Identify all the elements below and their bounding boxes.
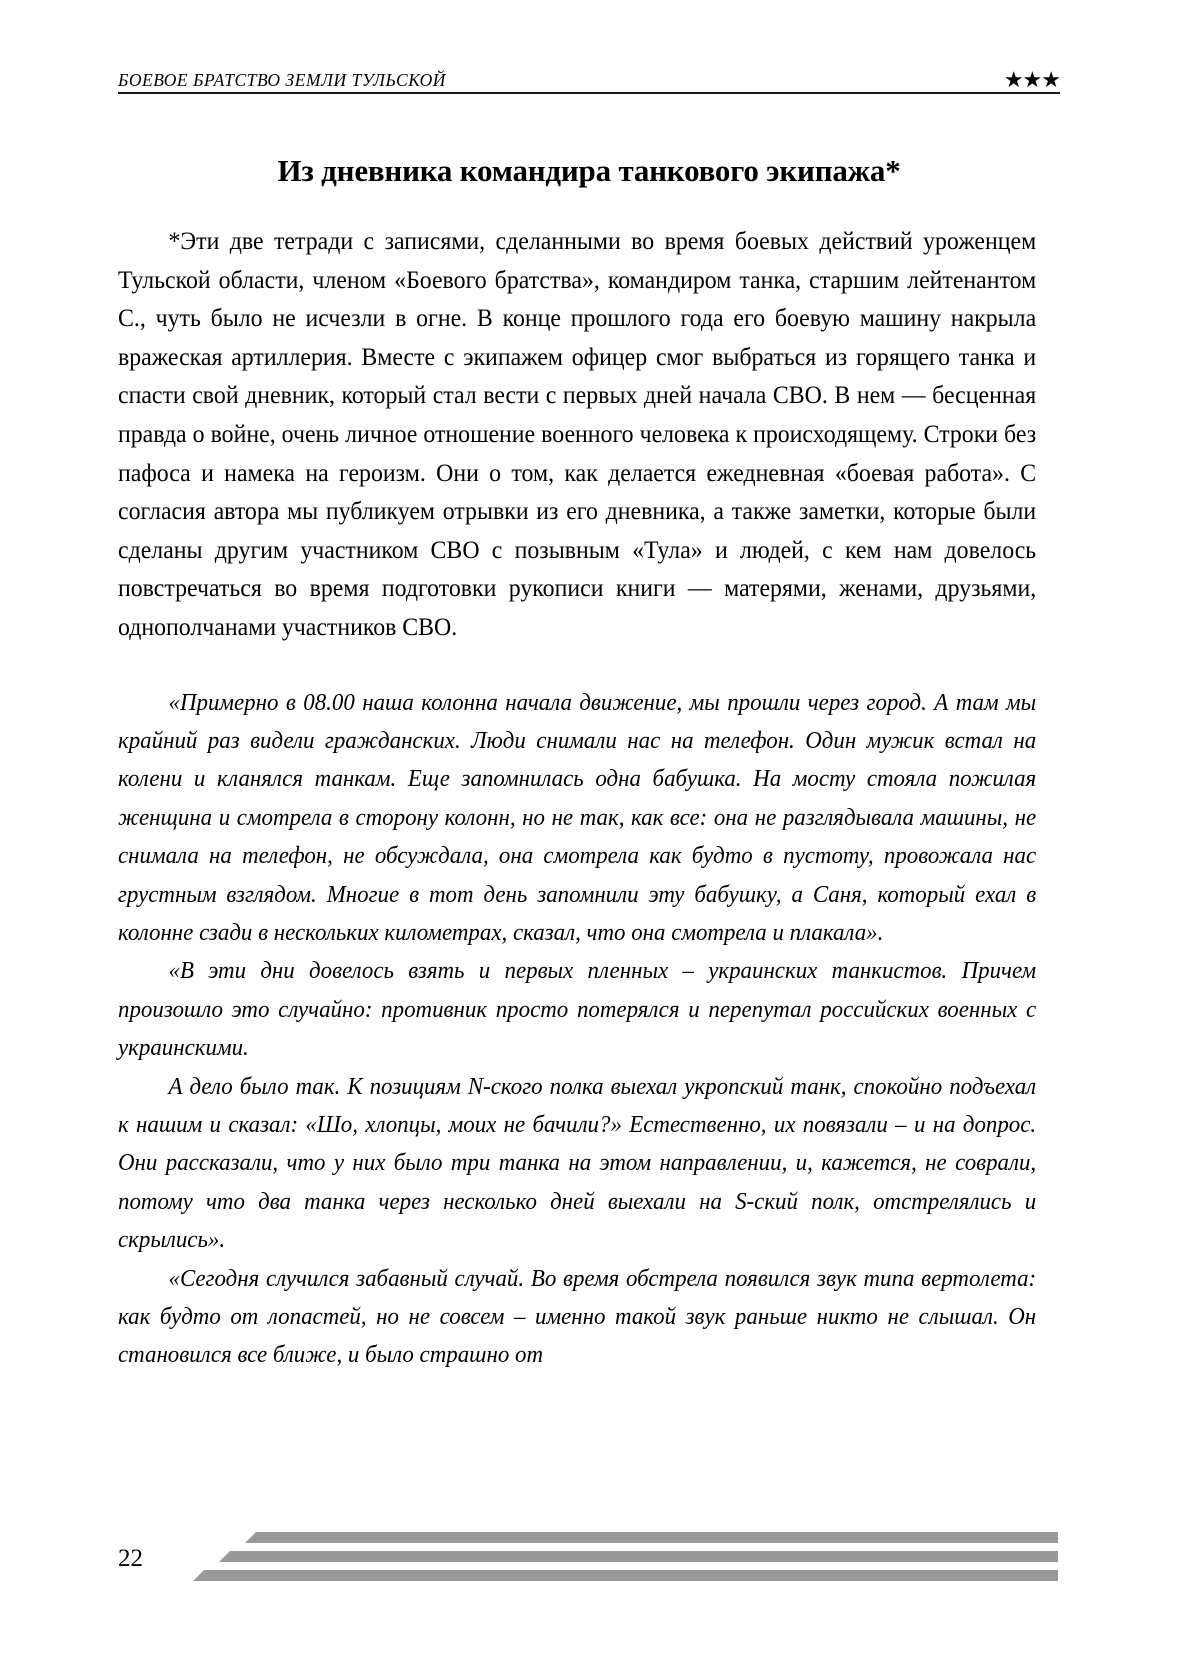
diary-quotes-block xyxy=(118,684,1036,1375)
header-divider-rule xyxy=(118,92,1060,94)
diary-paragraph-3: А дело было так. К позициям N-ского полка выехал укропский танк, спокойно подъехал к нашим и сказал: «Шо, хлопцы, моих не бачили?» Естественно, их повязали – и на допрос. Они рассказали, что у них было три танка на этом направлении, и, кажется, не соврали, потому что два танка через несколько дней выехали на S-ский полк, отстрелялись и скрылись». xyxy=(118,1072,1037,1254)
diary-paragraph-2: «В эти дни довелось взять и первых пленных – украинских танкистов. Причем произошло это случайно: противник просто потерялся и перепутал российских военных с украинскими. xyxy=(118,957,1037,1062)
three-stars-icon: ★★★ xyxy=(1003,67,1060,92)
running-head-title: БОЕВОЕ БРАТСТВО ЗЕМЛИ ТУЛЬСКОЙ xyxy=(118,69,446,90)
page-number: 22 xyxy=(118,1545,143,1572)
footer-decoration-bars xyxy=(178,1528,1058,1590)
page-title: Из дневника командира танкового экипажа* xyxy=(277,152,901,188)
intro-paragraph: *Эти две тетради с записями, сделанными во время боевых действий уроженцем Тульской области, членом «Боевого братства», командиром танка, старшим лейтенантом С., чуть было не исчезли в огне. В конце прошлого года его боевую машину накрыла вражеская артиллерия. Вместе с экипажем офицер смог выбраться из горящего танка и спасти свой дневник, который стал вести с первых дней начала СВО. В нем — бесценная правда о войне, очень личное отношение военного человека к происходящему. Строки без пафоса и намека на героизм. Они о том, как делается ежедневная «боевая работа». С согласия автора мы публикуем отрывки из его дневника, а также заметки, которые были сделаны другим участником СВО с позывным «Тула» и людей, с кем нам довелось повстречаться во время подготовки рукописи книги — матерями, женами, друзьями, однополчанами участников СВО. xyxy=(118,226,1037,641)
diary-paragraph-1: «Примерно в 08.00 наша колонна начала движение, мы прошли через город. А там мы крайний раз видели гражданских. Люди снимали нас на телефон. Один мужик встал на колени и кланялся танкам. Еще запомнилась одна бабушка. На мосту стояла пожилая женщина и смотрела в сторону колонн, но не так, как все: она не разглядывала машины, не снимала на телефон, не обсуждала, она смотрела как будто в пустоту, провожала нас грустным взглядом. Многие в тот день запомнили эту бабушку, а Саня, который ехал в колонне сзади в нескольких километрах, сказал, что она смотрела и плакала». xyxy=(118,688,1037,946)
page-footer xyxy=(0,1528,1178,1608)
footer-bar-1 xyxy=(256,1532,1058,1543)
running-head xyxy=(118,52,1060,92)
footer-bar-3 xyxy=(204,1570,1058,1581)
diary-paragraph-4: «Сегодня случился забавный случай. Во время обстрела появился звук типа вертолета: как будто от лопастей, но не совсем – именно такой звук раньше никто не слышал. Он становился все ближе, и было страшно от xyxy=(118,1264,1037,1369)
text-column xyxy=(118,222,1036,1375)
footer-bar-2 xyxy=(230,1551,1058,1562)
